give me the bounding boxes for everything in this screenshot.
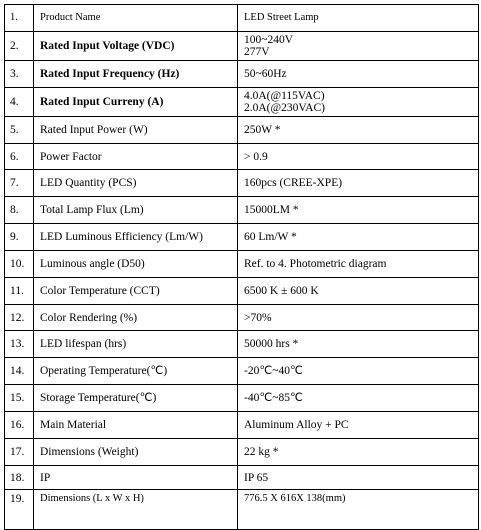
table-row (5, 305, 479, 331)
spec-value-line: 100~240V (244, 34, 294, 46)
spec-name: Color Rendering (%) (34, 305, 238, 331)
spec-name: Rated Input Voltage (VDC) (34, 32, 238, 61)
row-number: 5. (5, 117, 34, 144)
spec-name: LED Quantity (PCS) (34, 170, 238, 197)
row-number: 3. (5, 61, 34, 88)
spec-value (238, 88, 479, 117)
row-number: 13. (5, 331, 34, 358)
spec-name: Rated Input Curreny (A) (34, 88, 238, 117)
spec-name: Dimensions (L x W x H) (34, 490, 238, 530)
spec-value: 160pcs (CREE-XPE) (238, 170, 479, 197)
spec-name: LED Luminous Efficiency (Lm/W) (34, 224, 238, 251)
row-number: 1. (5, 5, 34, 32)
row-number: 12. (5, 305, 34, 331)
row-number: 9. (5, 224, 34, 251)
spec-name: IP (34, 466, 238, 490)
table-row (5, 88, 479, 117)
row-number: 17. (5, 439, 34, 466)
spec-name: Storage Temperature(℃) (34, 385, 238, 412)
row-number: 8. (5, 197, 34, 224)
spec-value: Ref. to 4. Photometric diagram (238, 251, 479, 278)
spec-value: -40℃~85℃ (238, 385, 479, 412)
table-row (5, 61, 479, 88)
table-row (5, 331, 479, 358)
table-row (5, 385, 479, 412)
table-row (5, 5, 479, 32)
spec-value: 50000 hrs * (238, 331, 479, 358)
row-number: 4. (5, 88, 34, 117)
row-number: 14. (5, 358, 34, 385)
spec-value-line: 2.0A(@230VAC) (244, 102, 325, 114)
spec-name: Luminous angle (D50) (34, 251, 238, 278)
spec-value-line: 4.0A(@115VAC) (244, 90, 325, 102)
spec-name: Color Temperature (CCT) (34, 278, 238, 305)
row-number: 7. (5, 170, 34, 197)
table-row (5, 32, 479, 61)
table-row (5, 466, 479, 490)
table-row (5, 117, 479, 144)
table-row (5, 224, 479, 251)
table-row (5, 278, 479, 305)
table-row (5, 144, 479, 170)
table-row (5, 439, 479, 466)
spec-value: IP 65 (238, 466, 479, 490)
spec-value: 60 Lm/W * (238, 224, 479, 251)
table-row (5, 170, 479, 197)
table-row (5, 197, 479, 224)
row-number: 10. (5, 251, 34, 278)
spec-name: Power Factor (34, 144, 238, 170)
spec-name: Rated Input Power (W) (34, 117, 238, 144)
spec-name: Total Lamp Flux (Lm) (34, 197, 238, 224)
row-number: 15. (5, 385, 34, 412)
row-number: 18. (5, 466, 34, 490)
spec-value: Aluminum Alloy + PC (238, 412, 479, 439)
spec-name: Operating Temperature(℃) (34, 358, 238, 385)
spec-table (4, 4, 479, 530)
row-number: 2. (5, 32, 34, 61)
spec-value: 6500 K ± 600 K (238, 278, 479, 305)
row-number: 11. (5, 278, 34, 305)
spec-name: Dimensions (Weight) (34, 439, 238, 466)
spec-value: 776.5 X 616X 138(mm) (238, 490, 479, 530)
table-row (5, 251, 479, 278)
row-number: 16. (5, 412, 34, 439)
spec-value: >70% (238, 305, 479, 331)
spec-value-line: 277V (244, 46, 270, 58)
table-row (5, 358, 479, 385)
spec-value: 50~60Hz (238, 61, 479, 88)
row-number: 19. (5, 490, 34, 530)
table-row (5, 490, 479, 530)
spec-name: Product Name (34, 5, 238, 32)
row-number: 6. (5, 144, 34, 170)
table-row (5, 412, 479, 439)
spec-name: Rated Input Frequency (Hz) (34, 61, 238, 88)
spec-name: LED lifespan (hrs) (34, 331, 238, 358)
spec-value: 22 kg * (238, 439, 479, 466)
spec-value: -20℃~40℃ (238, 358, 479, 385)
spec-value: LED Street Lamp (238, 5, 479, 32)
spec-value (238, 32, 479, 61)
spec-value: > 0.9 (238, 144, 479, 170)
spec-value: 250W * (238, 117, 479, 144)
spec-value: 15000LM * (238, 197, 479, 224)
spec-name: Main Material (34, 412, 238, 439)
